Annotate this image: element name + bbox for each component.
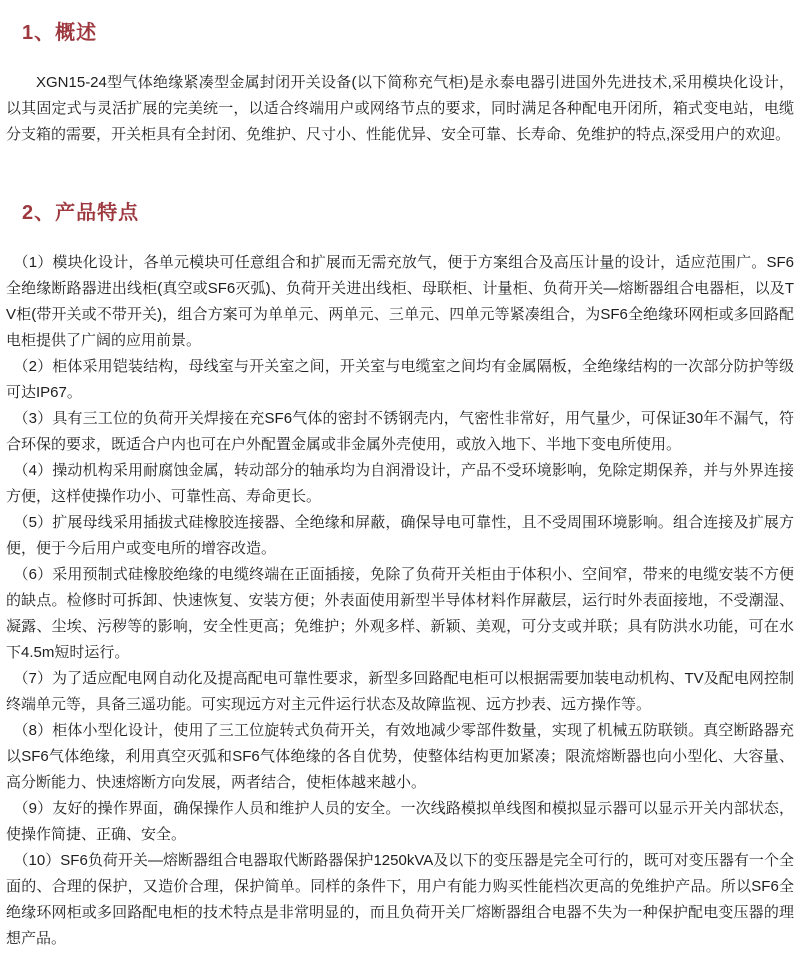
feature-list (6, 250, 794, 952)
feature-item-6: （6）采用预制式硅橡胶绝缘的电缆终端在正面插接，免除了负荷开关柜由于体积小、空间窄，带来的电缆安装不方便的缺点。检修时可拆卸、快速恢复、安装方便；外表面使用新型半导体材料作屏蔽层，运行时外表面接地，不受潮湿、凝露、尘埃、污秽等的影响，安全性更高；免维护；外观多样、新颖、美观，可分支或并联；具有防洪水功能，可在水下4.5m短时运行。 (6, 566, 794, 661)
feature-item-2: （2）柜体采用铠装结构，母线室与开关室之间，开关室与电缆室之间均有金属隔板，全绝缘结构的一次部分防护等级可达IP67。 (6, 358, 794, 401)
feature-item-7: （7）为了适应配电网自动化及提高配电可靠性要求，新型多回路配电柜可以根据需要加装电动机构、TV及配电网控制终端单元等，具备三遥功能。可实现远方对主元件运行状态及故障监视、远方抄表、远方操作等。 (6, 670, 794, 713)
overview-paragraph: XGN15-24型气体绝缘紧凑型金属封闭开关设备(以下简称充气柜)是永泰电器引进国外先进技术,采用模块化设计，以其固定式与灵活扩展的完美统一，以适合终端用户或网络节点的要求，同时满足各种配电开闭所，箱式变电站，电缆分支箱的需要，开关柜具有全封闭、免维护、尺寸小、性能优异、安全可靠、长寿命、免维护的特点,深受用户的欢迎。 (6, 74, 794, 143)
section-overview-heading: 1、概述 (22, 22, 98, 44)
feature-item-5: （5）扩展母线采用插拔式硅橡胶连接器、全绝缘和屏蔽，确保导电可靠性，且不受周围环境影响。组合连接及扩展方便，便于今后用户或变电所的增容改造。 (6, 514, 794, 557)
section-features-heading: 2、产品特点 (22, 202, 140, 224)
feature-item-3: （3）具有三工位的负荷开关焊接在充SF6气体的密封不锈钢壳内，气密性非常好，用气量少，可保证30年不漏气，符合环保的要求，既适合户内也可在户外配置金属或非金属外壳使用，或放入地下、半地下变电所使用。 (6, 410, 794, 453)
feature-item-9: （9）友好的操作界面，确保操作人员和维护人员的安全。一次线路模拟单线图和模拟显示器可以显示开关内部状态，使操作简捷、正确、安全。 (6, 800, 794, 843)
feature-item-10: （10）SF6负荷开关—熔断器组合电器取代断路器保护1250kVA及以下的变压器是完全可行的，既可对变压器有一个全面的、合理的保护，又造价合理，保护简单。同样的条件下，用户有能力购买性能档次更高的免维护产品。所以SF6全绝缘环网柜或多回路配电柜的技术特点是非常明显的，而且负荷开关厂熔断器组合电器不失为一种保护配电变压器的理想产品。 (6, 852, 794, 947)
feature-item-8: （8）柜体小型化设计，使用了三工位旋转式负荷开关，有效地减少零部件数量，实现了机械五防联锁。真空断路器充以SF6气体绝缘，利用真空灭弧和SF6气体绝缘的各自优势，使整体结构更加紧凑；限流熔断器也向小型化、大容量、高分断能力、快速熔断方向发展，两者结合，使柜体越来越小。 (6, 722, 794, 791)
feature-item-4: （4）操动机构采用耐腐蚀金属，转动部分的轴承均为自润滑设计，产品不受环境影响，免除定期保养，并与外界连接方便，这样使操作功小、可靠性高、寿命更长。 (6, 462, 794, 505)
feature-item-1: （1）模块化设计，各单元模块可任意组合和扩展而无需充放气，便于方案组合及高压计量的设计，适应范围广。SF6全绝缘断路器进出线柜(真空或SF6灭弧)、负荷开关进出线柜、母联柜、计量柜、负荷开关—熔断器组合电器柜，以及TV柜(带开关或不带开关)，组合方案可为单单元、两单元、三单元、四单元等紧凑组合，为SF6全绝缘环网柜或多回路配电柜提供了广阔的应用前景。 (6, 254, 794, 349)
